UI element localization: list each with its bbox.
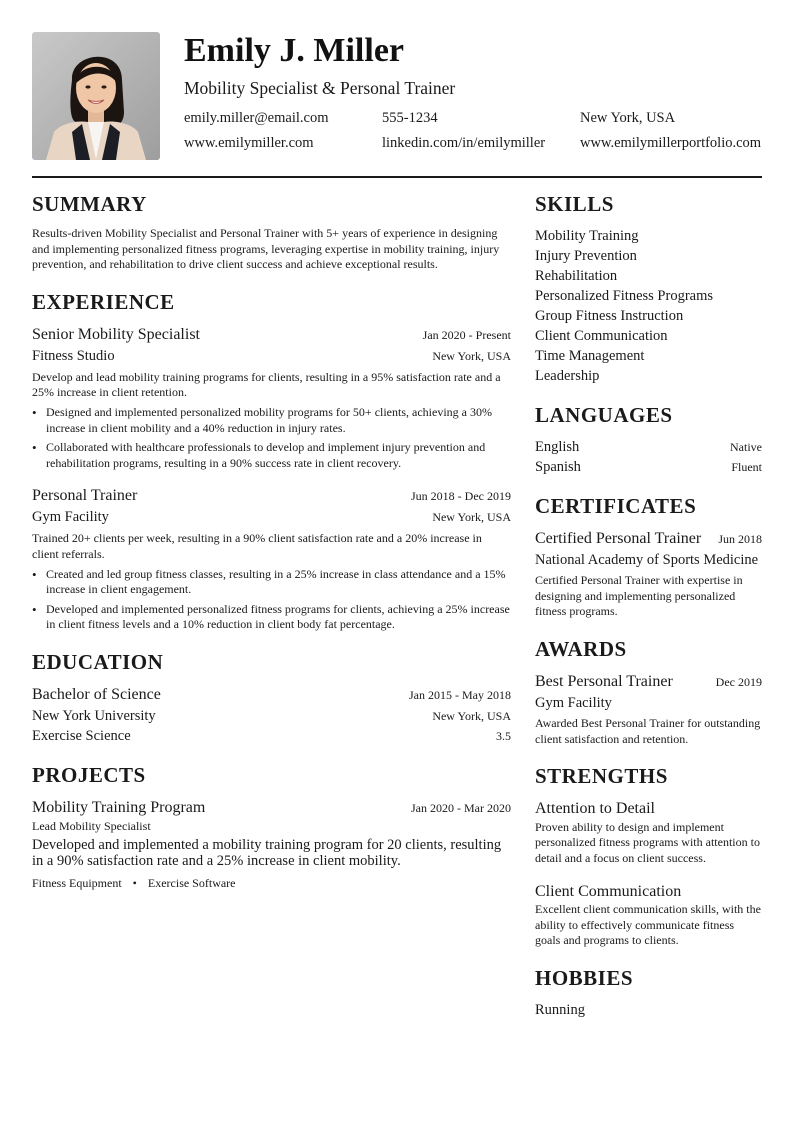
skill-item: Rehabilitation — [535, 268, 618, 285]
strength-item — [535, 881, 762, 949]
project-name: Mobility Training Program — [32, 799, 206, 817]
job-company: Fitness Studio — [32, 347, 115, 364]
contact-phone[interactable]: 555-1234 — [382, 110, 438, 126]
skill-item: Leadership — [535, 368, 600, 385]
education-dates: Jan 2015 - May 2018 — [409, 687, 511, 702]
education-section — [32, 651, 511, 746]
language-item — [535, 457, 762, 477]
job-bullet: • Designed and implemented personalized mobility programs for 50+ clients, achieving a 30% increase in client mobility and a 40% reduction in injury rates. — [32, 405, 511, 436]
strength-title: Client Communication — [535, 882, 682, 900]
header-divider — [32, 176, 762, 178]
summary-section — [32, 193, 511, 273]
language-level: Native — [730, 440, 762, 455]
job-bullets — [32, 567, 511, 633]
certificate-issuer: National Academy of Sports Medicine — [535, 551, 759, 568]
language-name: English — [535, 439, 580, 456]
education-degree: Bachelor of Science — [32, 685, 161, 703]
education-heading: EDUCATION — [32, 649, 164, 674]
project-tags — [32, 876, 511, 891]
skill-item: Group Fitness Instruction — [535, 308, 684, 325]
languages-section — [535, 404, 762, 477]
strength-title: Attention to Detail — [535, 800, 655, 818]
job-location: New York, USA — [432, 510, 511, 525]
hobbies-heading: HOBBIES — [535, 965, 634, 990]
contact-grid — [184, 110, 762, 152]
candidate-title: Mobility Specialist & Personal Trainer — [184, 78, 456, 98]
strengths-heading: STRENGTHS — [535, 764, 668, 789]
education-field: Exercise Science — [32, 727, 131, 744]
hobbies-section — [535, 967, 762, 1020]
skill-item: Injury Prevention — [535, 248, 637, 265]
skills-heading: SKILLS — [535, 192, 614, 216]
language-item — [535, 437, 762, 457]
summary-heading: SUMMARY — [32, 192, 147, 216]
contact-website[interactable]: www.emilymiller.com — [184, 135, 314, 151]
job-location: New York, USA — [432, 348, 511, 363]
project-role: Lead Mobility Specialist — [32, 818, 151, 833]
education-location: New York, USA — [432, 708, 511, 723]
skill-item: Time Management — [535, 348, 645, 365]
awards-heading: AWARDS — [535, 636, 627, 661]
resume-page — [32, 32, 762, 1038]
experience-item — [32, 324, 511, 471]
candidate-name: Emily J. Miller — [184, 32, 405, 69]
certificate-name: Certified Personal Trainer — [535, 530, 702, 548]
project-tag: Exercise Software — [147, 876, 236, 891]
header-info — [184, 32, 762, 160]
skills-section — [535, 193, 762, 386]
job-bullet: • Collaborated with healthcare professionals to develop and implement injury prevention and rehabilitation programs, resulting in a 90% success rate in client recovery. — [32, 440, 511, 471]
award-description: Awarded Best Personal Trainer for outstanding client satisfaction and retention. — [535, 715, 761, 746]
language-name: Spanish — [535, 459, 581, 476]
award-issuer: Gym Facility — [535, 694, 612, 711]
skill-item: Personalized Fitness Programs — [535, 288, 714, 305]
languages-heading: LANGUAGES — [535, 403, 673, 428]
certificate-description: Certified Personal Trainer with expertise in designing and implementing personalized fitness programs. — [535, 573, 743, 619]
job-company: Gym Facility — [32, 509, 109, 526]
project-dates: Jan 2020 - Mar 2020 — [411, 801, 511, 816]
job-bullet: • Created and led group fitness classes, resulting in a 25% increase in class attendance and a 15% increase in client engagement. — [32, 567, 511, 598]
experience-item — [32, 485, 511, 632]
awards-section — [535, 638, 762, 747]
skill-item: Mobility Training — [535, 228, 639, 245]
strength-description: Excellent client communication skills, with the ability to effectively communicate fitness goals and programs to clients. — [535, 902, 761, 948]
contact-portfolio[interactable]: www.emilymillerportfolio.com — [580, 135, 762, 151]
job-role: Senior Mobility Specialist — [32, 325, 200, 343]
job-dates: Jun 2018 - Dec 2019 — [411, 489, 511, 504]
contact-location: New York, USA — [580, 110, 676, 126]
award-name: Best Personal Trainer — [535, 673, 673, 691]
tag-separator: • — [132, 876, 137, 891]
award-date: Dec 2019 — [715, 675, 762, 690]
projects-section — [32, 764, 511, 891]
strengths-section — [535, 765, 762, 949]
job-role: Personal Trainer — [32, 487, 138, 505]
education-gpa: 3.5 — [496, 728, 511, 743]
projects-heading: PROJECTS — [32, 763, 146, 788]
skill-item: Client Communication — [535, 328, 668, 345]
job-bullet: • Developed and implemented personalized fitness programs for clients, achieving a 25% increase in client fitness levels and a 10% reduction in client body fat percentage. — [32, 602, 511, 633]
right-column — [535, 193, 762, 1038]
certificates-section — [535, 495, 762, 620]
project-tag: Fitness Equipment — [32, 876, 122, 891]
resume-header — [32, 32, 762, 160]
experience-section — [32, 291, 511, 633]
language-level: Fluent — [731, 460, 762, 475]
job-dates: Jan 2020 - Present — [422, 327, 511, 342]
contact-email[interactable]: emily.miller@email.com — [184, 110, 329, 126]
education-school: New York University — [32, 707, 156, 724]
profile-photo-illustration — [32, 32, 160, 160]
resume-body — [32, 193, 762, 1038]
experience-heading: EXPERIENCE — [32, 289, 175, 314]
left-column — [32, 193, 511, 1038]
strength-description: Proven ability to design and implement personalized fitness programs with attention to detail and a focus on client success. — [535, 819, 760, 865]
certificates-heading: CERTIFICATES — [535, 494, 697, 519]
hobby-item: Running — [535, 1002, 585, 1019]
job-description: Trained 20+ clients per week, resulting in a 90% client satisfaction rate and a 20% increase in client referrals. — [32, 531, 482, 561]
strength-item — [535, 798, 762, 866]
contact-linkedin[interactable]: linkedin.com/in/emilymiller — [382, 135, 546, 151]
job-bullets — [32, 405, 511, 471]
profile-photo — [32, 32, 160, 160]
summary-text: Results-driven Mobility Specialist and Personal Trainer with 5+ years of experience in designing and implementing personalized fitness programs, leveraging expertise in mobility training, injury prevention, and rehabilitation to drive client success and achieve exceptional results. — [32, 226, 500, 272]
certificate-date: Jun 2018 — [718, 532, 762, 547]
project-description: Developed and implemented a mobility training program for 20 clients, resulting in a 90% satisfaction rate and a 25% increase in client mobility. — [32, 837, 502, 870]
job-description: Develop and lead mobility training programs for clients, resulting in a 95% satisfaction rate and a 25% increase in client retention. — [32, 369, 501, 400]
